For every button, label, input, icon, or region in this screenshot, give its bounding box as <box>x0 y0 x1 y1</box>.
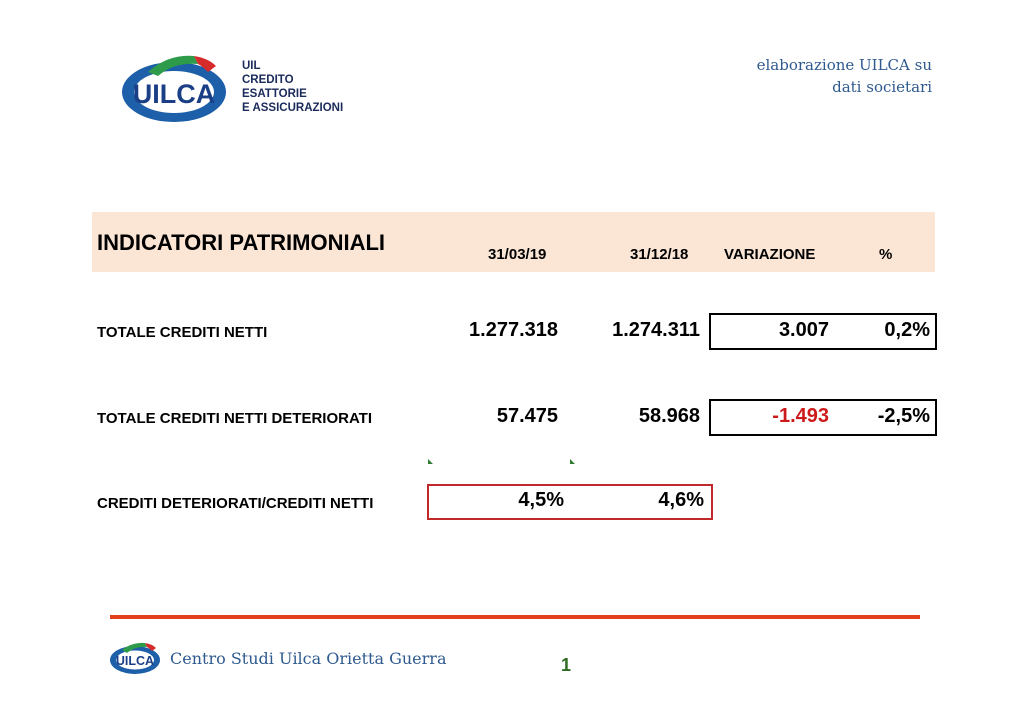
logo-line: ESATTORIE <box>242 88 307 100</box>
footer-logo-word: UILCA <box>115 654 155 668</box>
column-header-percent: % <box>879 246 893 263</box>
row-value-date1: 57.475 <box>496 405 558 427</box>
logo-word: UILCA <box>132 79 216 109</box>
source-note-line: elaborazione UILCA su <box>756 56 932 74</box>
row-label: TOTALE CREDITI NETTI DETERIORATI <box>97 410 372 427</box>
logo-line: UIL <box>242 60 261 72</box>
row-value-date2: 1.274.311 <box>612 319 700 341</box>
cell-marker-icon <box>428 459 433 464</box>
logo-line: E ASSICURAZIONI <box>242 102 344 114</box>
logo-line: CREDITO <box>242 74 294 86</box>
source-note <box>660 54 932 98</box>
cell-marker-icon <box>570 459 575 464</box>
row-label: CREDITI DETERIORATI/CREDITI NETTI <box>97 495 374 512</box>
table-title: INDICATORI PATRIMONIALI <box>97 230 386 255</box>
row-variation: -1.493 <box>772 405 829 427</box>
column-header-date2: 31/12/18 <box>630 246 689 263</box>
row-percent: -2,5% <box>877 405 930 427</box>
uilca-logo <box>118 52 236 126</box>
footer-uilca-logo <box>108 641 164 675</box>
row-percent: 0,2% <box>884 319 930 341</box>
row-value-date2: 4,6% <box>658 489 704 511</box>
row-value-date2: 58.968 <box>638 405 700 427</box>
footer-text: Centro Studi Uilca Orietta Guerra <box>170 649 447 668</box>
source-note-line: dati societari <box>832 78 932 96</box>
row-value-date1: 1.277.318 <box>469 319 558 341</box>
footer-rule <box>110 615 920 619</box>
column-header-variation: VARIAZIONE <box>724 246 816 263</box>
row-label: TOTALE CREDITI NETTI <box>97 324 268 341</box>
row-value-date1: 4,5% <box>518 489 564 511</box>
row-variation: 3.007 <box>778 319 829 341</box>
column-header-date1: 31/03/19 <box>488 246 547 263</box>
logo-text <box>242 59 343 115</box>
page-number: 1 <box>561 655 572 675</box>
